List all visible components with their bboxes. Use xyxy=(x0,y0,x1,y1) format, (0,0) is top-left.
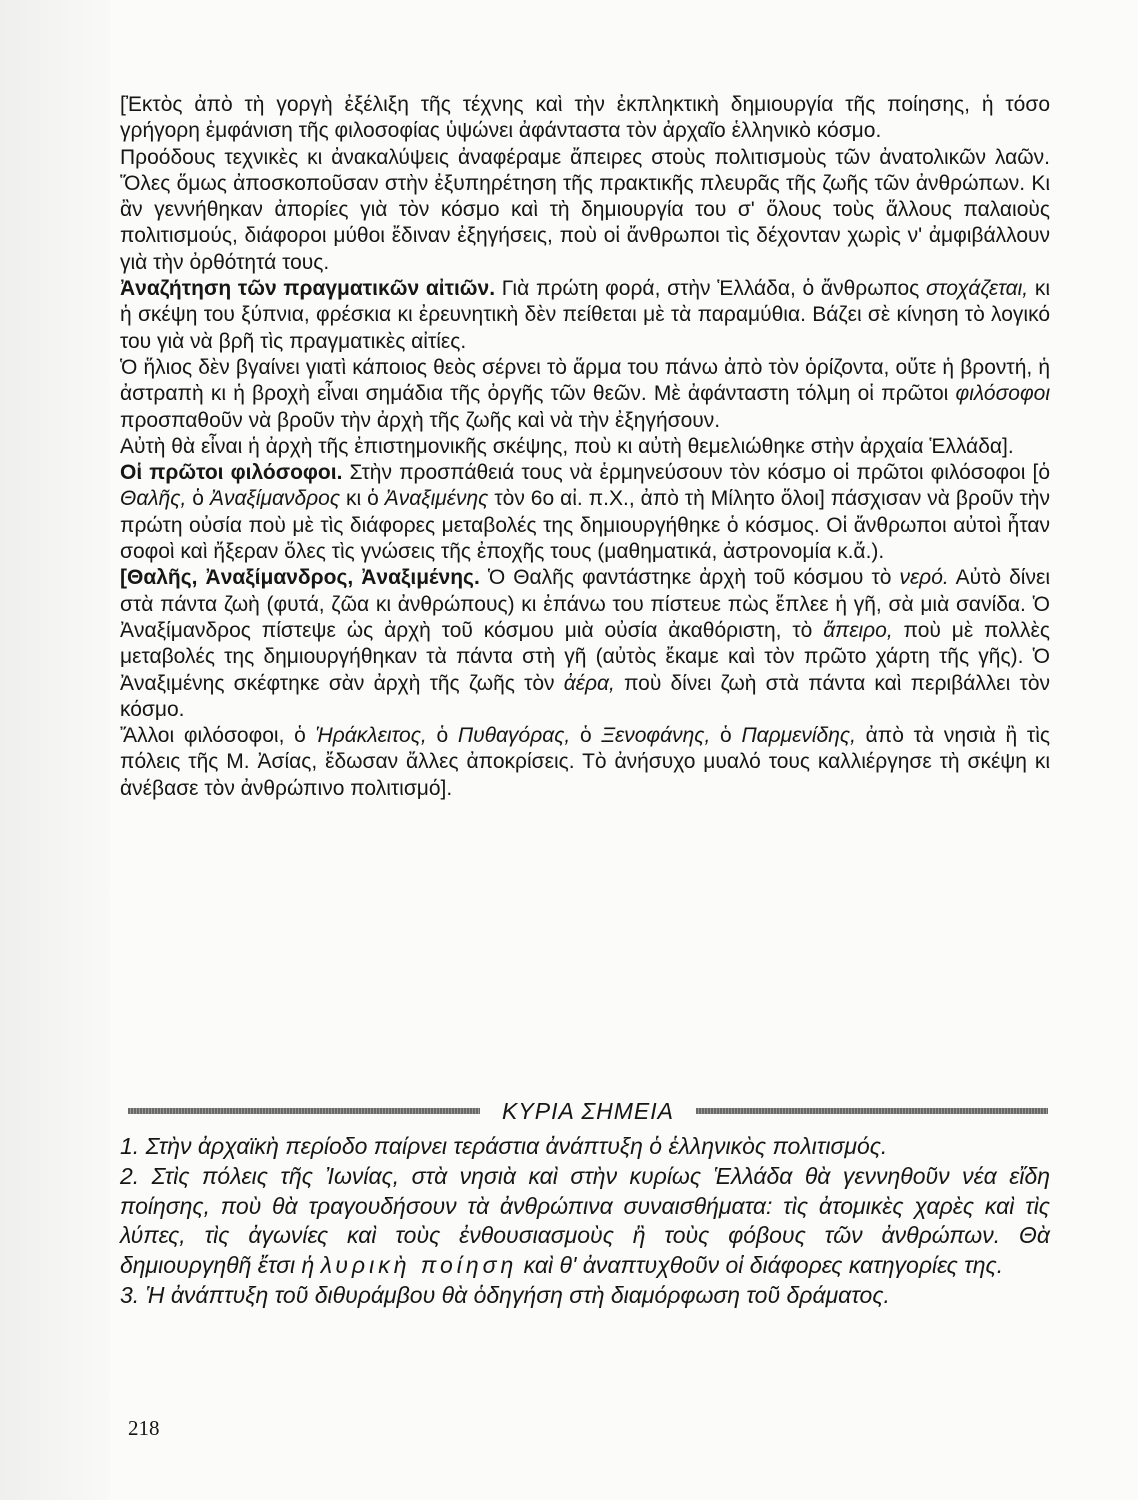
key-points-title: ΚΥΡΙΑ ΣΗΜΕΙΑ xyxy=(502,1097,674,1124)
section-heading-thales: [Θαλῆς, Ἀναξίμανδρος, Ἀναξιμένης. xyxy=(120,566,480,590)
lyric-poetry-term: λυρικὴ ποίηση xyxy=(320,1252,518,1279)
key-point-1: 1. Στὴν ἀρχαϊκὴ περίοδο παίρνει τεράστια ἀνάπτυξη ὁ ἑλληνικὸς πολιτισμός. xyxy=(120,1133,888,1159)
header-rule-right xyxy=(696,1108,1048,1114)
paragraph-scientific-thought: Αὐτὴ θὰ εἶναι ἡ ἀρχὴ τῆς ἐπιστημονικῆς σκέψης, ποὺ κι αὐτὴ θεμελιώθηκε στὴν ἀρχαία Ἑλλάδα]. xyxy=(120,434,1014,458)
page-number: 218 xyxy=(128,1416,160,1440)
paragraph-search-causes: Ἀναζήτηση τῶν πραγματικῶν αἰτιῶν. Γιὰ πρώτη φορά, στὴν Ἑλλάδα, ὁ ἄνθρωπος στοχάζεται, κι ἡ σκέψη του ξύπνια, φρέσκια κι ἐρευνητικὴ δὲν πείθεται μὲ τὰ παραμύθια. Βάζει σὲ κίνηση τὸ λογικό του γιὰ νὰ βρῆ τὶς πραγματικὲς αἰτίες. xyxy=(120,277,1050,353)
paragraph-first-philosophers: Οἱ πρῶτοι φιλόσοφοι. Στὴν προσπάθειά τους νὰ ἑρμηνεύσουν τὸν κόσμο οἱ πρῶτοι φιλόσοφοι [ὁ Θαλῆς, ὁ Ἀναξίμανδρος κι ὁ Ἀναξιμένης τὸν 6ο αἰ. π.Χ., ἀπὸ τὴ Μίλητο ὅλοι] πάσχισαν νὰ βροῦν τὴν πρώτη οὐσία ποὺ μὲ τὶς διάφορες μεταβολές της δημιουργήθηκε ὁ κόσμος. Οἱ ἄνθρωποι αὐτοὶ ἦταν σοφοὶ καὶ ἤξεραν ὅλες τὶς γνώσεις τῆς ἐποχῆς τους (μαθηματικά, ἀστρονομία κ.ἄ.). xyxy=(120,461,1051,564)
page-gutter-shadow xyxy=(0,0,110,1500)
key-points-header xyxy=(128,1096,1048,1126)
paragraph-other-philosophers: Ἄλλοι φιλόσοφοι, ὁ Ἡράκλειτος, ὁ Πυθαγόρας, ὁ Ξενοφάνης, ὁ Παρμενίδης, ἀπὸ τὰ νησιὰ ἢ τὶς πόλεις τῆς Μ. Ἀσίας, ἔδωσαν ἄλλες ἀποκρίσεις. Τὸ ἀνήσυχο μυαλό τους καλλιέργησε τὴ σκέψη κι ἀνέβασε τὸν ἀνθρώπινο πολιτισμό]. xyxy=(120,724,1050,800)
key-point-3: 3. Ἡ ἀνάπτυξη τοῦ διθυράμβου θὰ ὁδηγήση στὴ διαμόρφωση τοῦ δράματος. xyxy=(120,1281,890,1308)
section-heading-search-causes: Ἀναζήτηση τῶν πραγματικῶν αἰτιῶν. xyxy=(120,277,496,301)
paragraph-intro: [Ἐκτὸς ἀπὸ τὴ γοργὴ ἐξέλιξη τῆς τέχνης καὶ τὴν ἐκπληκτικὴ δημιουργία τῆς ποίησης, ἡ τόσο γρήγορη ἐμφάνιση τῆς φιλοσοφίας ὑψώνει ἀφάνταστα τὸν ἀρχαῖο ἑλληνικὸ κόσμο. xyxy=(120,93,1050,143)
paragraph-eastern-progress: Προόδους τεχνικὲς κι ἀνακαλύψεις ἀναφέραμε ἄπειρες στοὺς πολιτισμοὺς τῶν ἀνατολικῶν λαῶν. Ὅλες ὅμως ἀποσκοποῦσαν στὴν ἐξυπηρέτηση τῆς πρακτικῆς πλευρᾶς τῆς ζωῆς τῶν ἀνθρώπων. Κι ἂν γεννήθηκαν ἀπορίες γιὰ τὸν κόσμο καὶ τὴ δημιουργία του σ' ὅλους τοὺς ἄλλους παλαιοὺς πολιτισμούς, διάφοροι μύθοι ἔδιναν ἐξηγήσεις, ποὺ οἱ ἄνθρωποι τὶς δέχονταν χωρὶς ν' ἀμφιβάλλουν γιὰ τὴν ὀρθότητά τους. xyxy=(120,145,1050,274)
paragraph-sun-myth: Ὁ ἥλιος δὲν βγαίνει γιατὶ κάποιος θεὸς σέρνει τὸ ἅρμα του πάνω ἀπὸ τὸν ὁρίζοντα, οὔτε ἡ βροντή, ἡ ἀστραπὴ κι ἡ βροχὴ εἶναι σημάδια τῆς ὀργῆς τῶν θεῶν. Μὲ ἀφάνταστη τόλμη οἱ πρῶτοι φιλόσοφοι προσπαθοῦν νὰ βροῦν τὴν ἀρχὴ τῆς ζωῆς καὶ νὰ τὴν ἐξηγήσουν. xyxy=(120,355,1050,432)
paragraph-thales-anaximander: [Θαλῆς, Ἀναξίμανδρος, Ἀναξιμένης. Ὁ Θαλῆς φαντάστηκε ἀρχὴ τοῦ κόσμου τὸ νερό. Αὐτὸ δίνει στὰ πάντα ζωὴ (φυτά, ζῶα κι ἀνθρώπους) κι ἐπάνω του πίστευε πὼς ἔπλεε ἡ γῆ, σὰ μιὰ σανίδα. Ὁ Ἀναξίμανδρος πίστεψε ὡς ἀρχὴ τοῦ κόσμου μιὰ οὐσία ἀκαθόριστη, τὸ ἄπειρο, ποὺ μὲ πολλὲς μεταβολές της δημιουργήθηκαν τὰ πάντα στὴ γῆ (αὐτὸς ἔκαμε καὶ τὸν πρῶτο χάρτη τῆς γῆς). Ὁ Ἀναξιμένης σκέφτηκε σὰν ἀρχὴ τῆς ζωῆς τὸν ἀέρα, ποὺ δίνει ζωὴ στὰ πάντα καὶ περιβάλλει τὸν κόσμο. xyxy=(120,566,1050,721)
header-rule-left xyxy=(128,1108,480,1114)
section-heading-first-philosophers: Οἱ πρῶτοι φιλόσοφοι. xyxy=(120,461,343,485)
key-points-list xyxy=(120,1132,1050,1311)
main-text xyxy=(120,92,1050,802)
key-point-2: 2. Στὶς πόλεις τῆς Ἰωνίας, στὰ νησιὰ καὶ στὴν κυρίως Ἑλλάδα θὰ γεννηθοῦν νέα εἴδη ποίησης, ποὺ θὰ τραγουδήσουν τὰ ἀνθρώπινα συναισθήματα: τὶς ἀτομικὲς χαρὲς καὶ τὶς λύπες, τὶς ἀγωνίες καὶ τοὺς ἐνθουσιασμοὺς ἢ τοὺς φόβους τῶν ἀνθρώπων. Θὰ δημιουργηθῆ ἔτσι ἡ λυρικὴ ποίηση καὶ θ' ἀναπτυχθοῦν οἱ διάφορες κατηγορίες της. xyxy=(120,1162,1050,1279)
